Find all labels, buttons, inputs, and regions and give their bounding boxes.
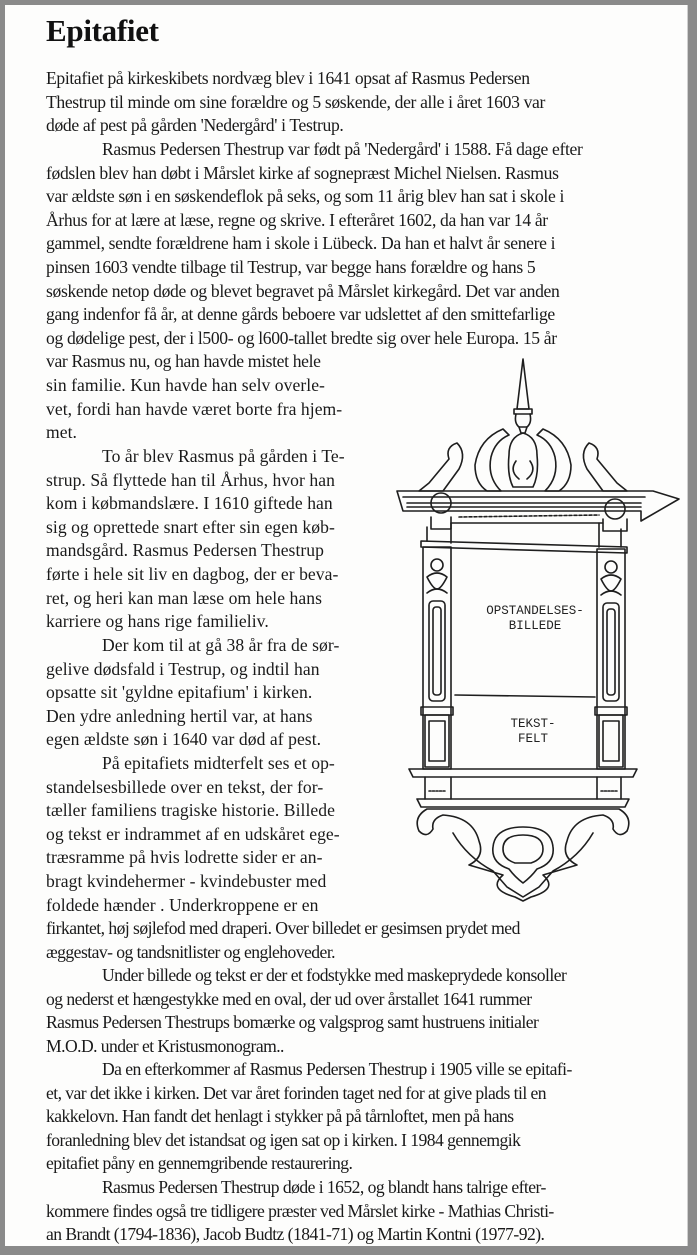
- text-line: firkantet, høj søjlefod med draperi. Over billedet er gesimsen prydet med: [46, 918, 520, 939]
- paragraph-restoration: [46, 1058, 572, 1176]
- left-pilaster-herm: [421, 547, 453, 769]
- page-title: Epitafiet: [46, 13, 159, 48]
- figure-label-picture: [465, 604, 605, 634]
- text-line: epitafiet påny en gennemgribende restaurering.: [46, 1153, 353, 1174]
- text-line: kom i købmandslære. I 1610 giftede han: [46, 493, 333, 514]
- paragraph-aarhus: [46, 445, 345, 634]
- text-line: træsramme på hvis lodrette sider er an-: [46, 847, 323, 868]
- text-line: og dødelige pest, der i l500- og l600-tallet bredte sig over hele Europa. 15 år: [46, 327, 557, 348]
- text-line: æggestav- og tandsnitlister og englehoveder.: [46, 941, 335, 962]
- text-line: gelive dødsfald i Testrup, og indtil han: [46, 658, 320, 679]
- figure-label-line: BILLEDE: [508, 619, 562, 633]
- architrave: [421, 523, 627, 553]
- panel-divider: [455, 695, 595, 697]
- text-line: foranledning blev det istandsat og igen sat op i kirken. I 1984 gennemgik: [46, 1129, 521, 1150]
- text-line: gang indenfor få år, at denne gårds beboere var udslettet af den smittefarlige: [46, 304, 555, 325]
- pedestal: [409, 769, 637, 807]
- right-pilaster-herm: [595, 549, 627, 769]
- text-line: ret, og heri kan man læse om hele hans: [46, 587, 322, 608]
- text-line: Århus for at lære at læse, regne og skrive. I efteråret 1602, da han var 14 år: [46, 209, 548, 230]
- figure-label-text-field: [483, 717, 583, 747]
- text-line: standelsesbillede over en tekst, der for-: [46, 776, 324, 797]
- paragraph-base: [46, 964, 566, 1058]
- finial: [514, 359, 532, 433]
- crest-scrolls: [419, 429, 627, 491]
- text-line: og tekst er indrammet af en udskåret ege-: [46, 823, 340, 844]
- text-line: kakkelovn. Han fandt det henlagt i stykker på på tårnloftet, men på hans: [46, 1106, 514, 1127]
- paragraph-descendants: [46, 1176, 554, 1247]
- text-line: bragt kvindehermer - kvindebuster med: [46, 870, 327, 891]
- text-line: tæller familiens tragiske historie. Billede: [46, 800, 335, 821]
- text-line: gammel, sendte forældrene ham i skole i Lübeck. Da han et halvt år senere i: [46, 233, 556, 254]
- text-line: opsatte sit 'gyldne epitafium' i kirken.: [46, 682, 313, 703]
- text-line: Rasmus Pedersen Thestrups bomærke og valgsprog samt hustruens initialer: [46, 1012, 539, 1033]
- text-line: kommere findes også tre tidligere præster ved Mårslet kirke - Mathias Christi-: [46, 1200, 554, 1221]
- text-line: var Rasmus nu, og han havde mistet hele: [46, 351, 321, 372]
- text-line: Den ydre anledning hertil var, at hans: [46, 705, 313, 726]
- text-line: karriere og hans rige familieliv.: [46, 611, 269, 632]
- text-line: døde af pest på gården 'Nedergård' i Testrup.: [46, 115, 344, 136]
- text-line: fødslen blev han døbt i Mårslet kirke af sognepræst Michel Nielsen. Rasmus: [46, 162, 559, 183]
- text-line: Thestrup til minde om sine forældre og 5 søskende, der alle i året 1603 var: [46, 91, 545, 112]
- text-line: Rasmus Pedersen Thestrup var født på 'Nedergård' i 1588. Få dage efter: [102, 139, 583, 159]
- figure-label-line: TEKST-: [510, 717, 556, 731]
- text-line: M.O.D. under et Kristusmonogram..: [46, 1035, 284, 1056]
- text-line: Epitafiet på kirkeskibets nordvæg blev i 1641 opsat af Rasmus Pedersen: [46, 68, 530, 88]
- text-line: foldede hænder . Underkroppene er en: [46, 894, 319, 915]
- epitaph-illustration: [383, 357, 693, 917]
- paragraph-epitaph-origin: [46, 634, 339, 752]
- document-page: [5, 5, 688, 1246]
- text-line: Under billede og tekst er der et fodstykke med maskeprydede konsoller: [102, 965, 567, 985]
- text-line: Der kom til at gå 38 år fra de sør-: [102, 635, 340, 655]
- text-line: Da en efterkommer af Rasmus Pedersen Thestrup i 1905 ville se epitafi-: [102, 1059, 572, 1079]
- text-line: pinsen 1603 vendte tilbage til Testrup, var begge hans forældre og hans 5: [46, 256, 536, 277]
- text-line: met.: [46, 422, 77, 443]
- text-line: strup. Så flyttede han til Århus, hvor han: [46, 469, 335, 490]
- text-line: var ældste søn i en søskendeflok på seks, og som 11 årig blev han sat i skole i: [46, 186, 564, 207]
- cornice: [397, 491, 679, 531]
- paragraph-intro: [46, 67, 545, 138]
- text-line: På epitafiets midterfelt ses et op-: [102, 753, 335, 773]
- text-line: søskende netop døde og blevet begravet på Mårslet kirkegård. Det var anden: [46, 280, 560, 301]
- figure-label-line: FELT: [517, 732, 548, 746]
- text-line: egen ældste søn i 1640 var død af pest.: [46, 729, 322, 750]
- text-line: sin familie. Kun havde han selv overle-: [46, 374, 325, 395]
- figure-label-line: OPSTANDELSES-: [486, 604, 584, 618]
- text-line: an Brandt (1794-1836), Jacob Budtz (1841-71) og Martin Kontni (1977-92).: [46, 1224, 545, 1245]
- text-line: To år blev Rasmus på gården i Te-: [102, 446, 345, 466]
- text-line: sig og oprettede snart efter sin egen køb-: [46, 516, 335, 537]
- text-line: et, var det ikke i kirken. Det var året forinden taget ned for at give plads til en: [46, 1082, 547, 1103]
- text-line: vet, fordi han havde været borte fra hjem-: [46, 398, 343, 419]
- text-line: mandsgård. Rasmus Pedersen Thestrup: [46, 540, 324, 561]
- text-line: førte i hele sit liv en dagbog, der er beva-: [46, 563, 339, 584]
- text-line: Rasmus Pedersen Thestrup døde i 1652, og blandt hans talrige efter-: [102, 1177, 546, 1197]
- hanging-piece: [417, 809, 629, 901]
- text-line: og nederst et hængestykke med en oval, der ud over årstallet 1641 rummer: [46, 988, 532, 1009]
